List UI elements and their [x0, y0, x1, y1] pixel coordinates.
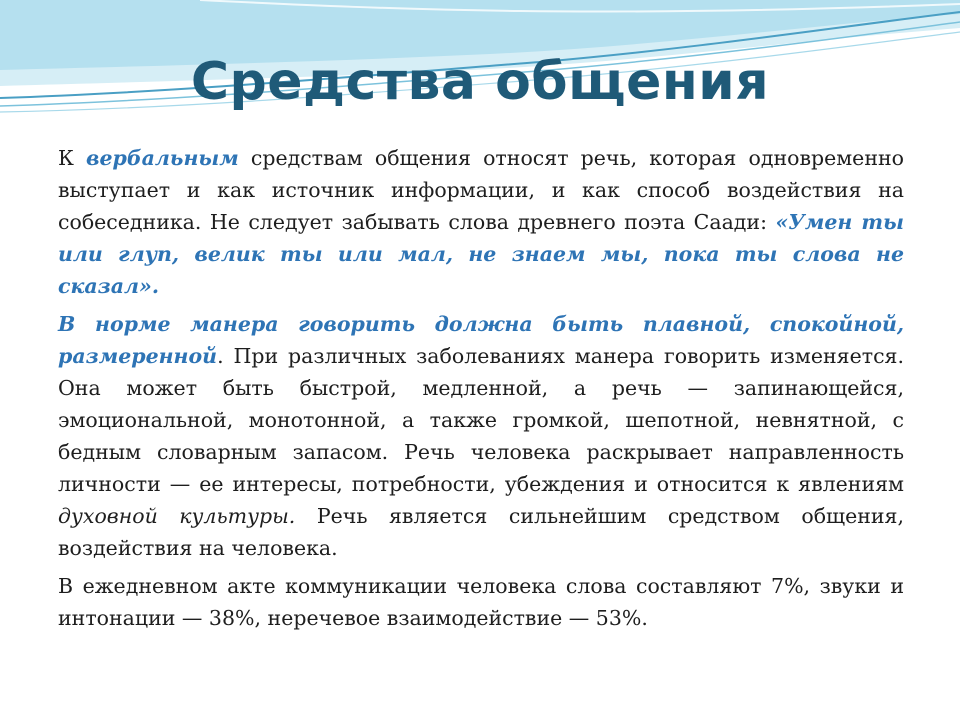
para1-text-1: К — [58, 146, 86, 170]
para2-italic-culture: духовной культуры. — [58, 504, 296, 528]
slide-title: Средства общения — [190, 52, 770, 112]
paragraph-communication-stats — [58, 570, 904, 634]
para1-text-2: средствам общения относят речь, которая одновременно выступает и как источник информации, и как способ воздействия на собеседника. Не следует забывать слова древнего поэта Саади: — [58, 146, 904, 234]
para1-highlight-quote: «Умен ты или глуп, велик ты или мал, не знаем мы, пока ты слова не сказал». — [58, 210, 904, 298]
para3-text-1: В ежедневном акте коммуникации человека слова составляют 7%, звуки и интонации — 38%, неречевое взаимодействие — 53%. — [58, 574, 904, 630]
para2-text-1: . При различных заболеваниях манера говорить изменяется. Она может быть быстрой, медленной, а речь — запинающейся, эмоциональной, монотонной, а также громкой, шепотной, невнятной, с бедным словарным запасом. Речь человека раскрывает направленность личности — ее интересы, потребности, убеждения и относится к явлениям — [58, 344, 904, 496]
para2-text-2: Речь является сильнейшим средством общения, воздействия на человека. — [58, 504, 905, 560]
para1-highlight-verbal: вербальным — [85, 146, 239, 170]
para2-highlight-norm: В норме манера говорить должна быть плавной, спокойной, размеренной — [58, 312, 904, 368]
slide-body — [58, 142, 904, 640]
paragraph-verbal-means — [58, 142, 904, 302]
paragraph-speech-manner — [58, 308, 904, 564]
